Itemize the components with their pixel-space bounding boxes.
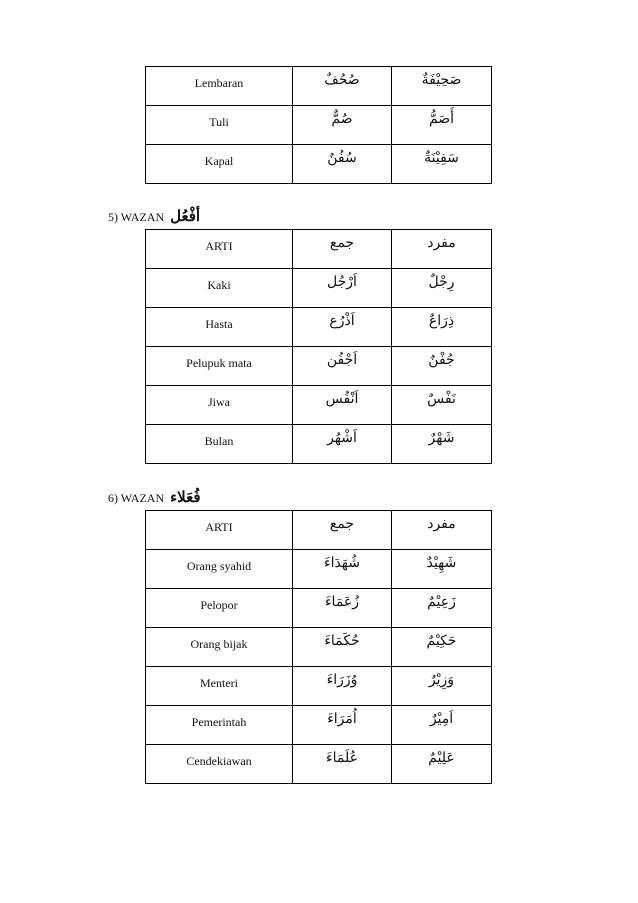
jamak-cell: سُفُنٌ [293, 145, 392, 184]
table-row [146, 745, 492, 784]
mufrad-cell: ذِرَاعٌ [392, 308, 492, 347]
table-row [146, 706, 492, 745]
mufrad-cell: أَصَمُّ [392, 106, 492, 145]
header-jamak: جمع [293, 230, 392, 269]
section-5-wazan: أفْعُل [170, 209, 201, 225]
section-6-label: 6) WAZAN [108, 491, 165, 505]
arti-cell: Orang bijak [146, 628, 293, 667]
arti-cell: Kaki [146, 269, 293, 308]
table-row [146, 628, 492, 667]
table-row [146, 667, 492, 706]
header-mufrad: مفرد [392, 230, 492, 269]
table-row [146, 145, 492, 184]
jamak-cell: اَشْهُر [293, 425, 392, 464]
wazan-5-table [145, 229, 492, 464]
table-row [146, 589, 492, 628]
mufrad-cell: عَلِيْمٌ [392, 745, 492, 784]
table-row [146, 425, 492, 464]
jamak-cell: حُكَمَاءَ [293, 628, 392, 667]
mufrad-cell: وَزِيْرٌ [392, 667, 492, 706]
mufrad-cell: حَكِيْمٌ [392, 628, 492, 667]
table-row [146, 550, 492, 589]
arti-cell: Pelopor [146, 589, 293, 628]
arti-cell: Pelupuk mata [146, 347, 293, 386]
jamak-cell: صُمٌّ [293, 106, 392, 145]
header-arti: ARTI [146, 511, 293, 550]
mufrad-cell: سَفِيْنَةٌ [392, 145, 492, 184]
table-row [146, 269, 492, 308]
mufrad-cell: زَعِيْمٌ [392, 589, 492, 628]
arti-cell: Lembaran [146, 67, 293, 106]
table-row [146, 308, 492, 347]
jamak-cell: عُلَمَاءَ [293, 745, 392, 784]
arti-cell: Bulan [146, 425, 293, 464]
arti-cell: Menteri [146, 667, 293, 706]
mufrad-cell: رِجْلٌ [392, 269, 492, 308]
jamak-cell: اُمَرَاءَ [293, 706, 392, 745]
mufrad-cell: شَهْرٌ [392, 425, 492, 464]
arti-cell: Pemerintah [146, 706, 293, 745]
arti-cell: Tuli [146, 106, 293, 145]
jamak-cell: اَرْجُل [293, 269, 392, 308]
section-6-wazan: فُعَلاء [170, 490, 201, 506]
mufrad-cell: صَحِيْفَةٌ [392, 67, 492, 106]
arti-cell: Orang syahid [146, 550, 293, 589]
section-5-label: 5) WAZAN [108, 210, 165, 224]
table-row [146, 67, 492, 106]
header-jamak: جمع [293, 511, 392, 550]
jamak-cell: اَذْرُع [293, 308, 392, 347]
table-header-row [146, 230, 492, 269]
jamak-cell: زُعَمَاءَ [293, 589, 392, 628]
mufrad-cell: نَفْسٌ [392, 386, 492, 425]
section-5-heading [108, 207, 200, 226]
table-row [146, 106, 492, 145]
table-header-row [146, 511, 492, 550]
wazan-6-table [145, 510, 492, 784]
plural-table-continued [145, 66, 492, 184]
table-row [146, 386, 492, 425]
jamak-cell: اَجْفُن [293, 347, 392, 386]
table-row [146, 347, 492, 386]
arti-cell: Jiwa [146, 386, 293, 425]
mufrad-cell: اَمِيْرٌ [392, 706, 492, 745]
jamak-cell: اَنْفُس [293, 386, 392, 425]
header-arti: ARTI [146, 230, 293, 269]
section-6-heading [108, 488, 201, 507]
arti-cell: Cendekiawan [146, 745, 293, 784]
jamak-cell: شُهَدَاءَ [293, 550, 392, 589]
mufrad-cell: جُفْنٌ [392, 347, 492, 386]
arti-cell: Kapal [146, 145, 293, 184]
jamak-cell: وُزَرَاءَ [293, 667, 392, 706]
jamak-cell: صُحُفٌ [293, 67, 392, 106]
mufrad-cell: شَهِيْدٌ [392, 550, 492, 589]
arti-cell: Hasta [146, 308, 293, 347]
header-mufrad: مفرد [392, 511, 492, 550]
